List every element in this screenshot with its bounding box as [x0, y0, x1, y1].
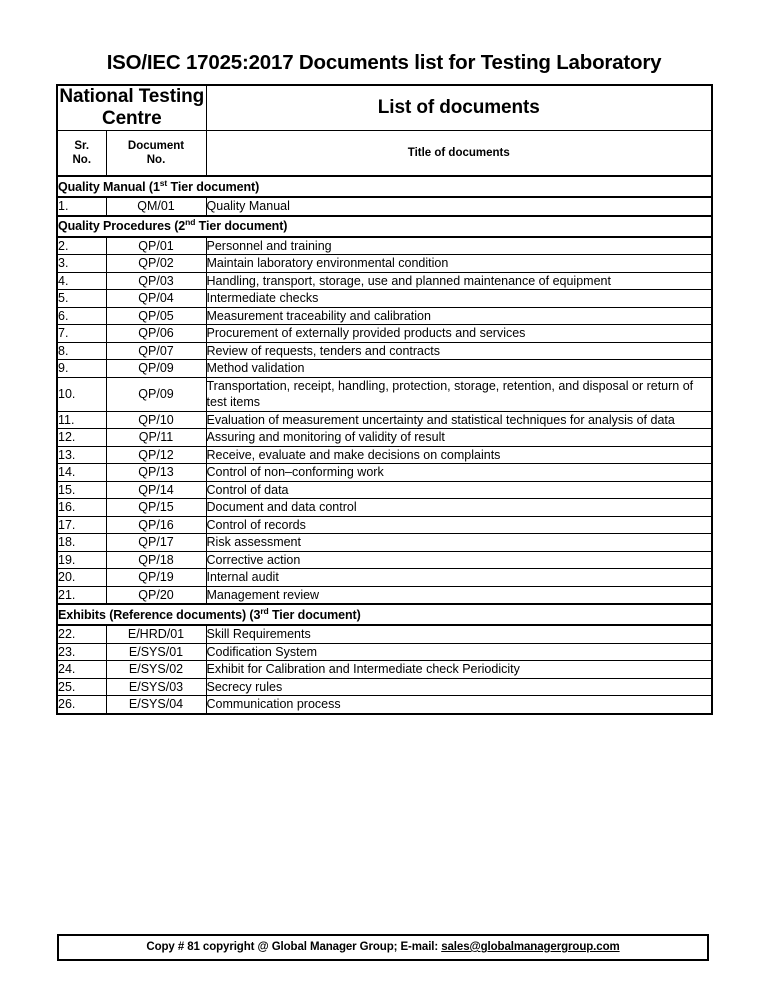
cell-sr-no: 1.: [57, 197, 106, 216]
section-header-ordinal-suffix: st: [159, 177, 168, 188]
table-body: [57, 85, 712, 714]
table-row: [57, 661, 712, 679]
cell-sr-no: 15.: [57, 481, 106, 499]
cell-document-no: QP/09: [106, 377, 206, 411]
cell-document-title: Management review: [206, 586, 712, 604]
section-header-prefix: Quality Procedures (2: [58, 219, 186, 233]
cell-document-title: Intermediate checks: [206, 290, 712, 308]
cell-document-title: Receive, evaluate and make decisions on complaints: [206, 446, 712, 464]
cell-document-title: Measurement traceability and calibration: [206, 307, 712, 325]
cell-sr-no: 20.: [57, 569, 106, 587]
table-row: [57, 625, 712, 643]
cell-sr-no: 4.: [57, 272, 106, 290]
cell-document-title: Personnel and training: [206, 237, 712, 255]
cell-sr-no: 12.: [57, 429, 106, 447]
table-row: [57, 255, 712, 273]
cell-document-no: E/SYS/02: [106, 661, 206, 679]
cell-sr-no: 3.: [57, 255, 106, 273]
cell-document-no: QP/16: [106, 516, 206, 534]
page-title: ISO/IEC 17025:2017 Documents list for Testing Laboratory: [106, 51, 662, 74]
column-header-document-no: [106, 131, 206, 177]
cell-document-title: Exhibit for Calibration and Intermediate check Periodicity: [206, 661, 712, 679]
cell-document-no: QP/15: [106, 499, 206, 517]
cell-document-no: QP/01: [106, 237, 206, 255]
cell-document-no: QP/20: [106, 586, 206, 604]
table-row: [57, 360, 712, 378]
footer-copyright-box: [57, 934, 709, 961]
table-row: [57, 429, 712, 447]
table-row: [57, 342, 712, 360]
cell-document-title: Maintain laboratory environmental condition: [206, 255, 712, 273]
cell-sr-no: 2.: [57, 237, 106, 255]
table-row: [57, 481, 712, 499]
table-row: [57, 325, 712, 343]
cell-document-title: Corrective action: [206, 551, 712, 569]
cell-document-no: E/SYS/03: [106, 678, 206, 696]
cell-document-no: QM/01: [106, 197, 206, 216]
column-header-sr-no: [57, 131, 106, 177]
table-row: [57, 586, 712, 604]
cell-sr-no: 8.: [57, 342, 106, 360]
cell-document-title: Assuring and monitoring of validity of result: [206, 429, 712, 447]
section-header-ordinal-suffix: rd: [260, 605, 269, 616]
footer-email-link[interactable]: sales@globalmanagergroup.com: [441, 941, 620, 953]
cell-document-title: Review of requests, tenders and contracts: [206, 342, 712, 360]
cell-document-title: Secrecy rules: [206, 678, 712, 696]
column-header-document-no-line2: No.: [146, 154, 166, 166]
cell-document-no: QP/11: [106, 429, 206, 447]
table-row: [57, 551, 712, 569]
document-type: List of documents: [206, 85, 712, 131]
section-header-label: [57, 176, 712, 197]
table-row: [57, 197, 712, 216]
cell-sr-no: 14.: [57, 464, 106, 482]
table-row: [57, 678, 712, 696]
table-row: [57, 516, 712, 534]
cell-sr-no: 13.: [57, 446, 106, 464]
cell-document-title: Codification System: [206, 643, 712, 661]
cell-document-no: QP/14: [106, 481, 206, 499]
cell-document-no: QP/10: [106, 411, 206, 429]
cell-sr-no: 5.: [57, 290, 106, 308]
cell-sr-no: 21.: [57, 586, 106, 604]
table-row: [57, 643, 712, 661]
column-header-document-no-line1: Document: [127, 139, 185, 152]
cell-document-no: QP/07: [106, 342, 206, 360]
banner-row: [57, 85, 712, 131]
cell-document-title: Communication process: [206, 696, 712, 714]
cell-document-title: Handling, transport, storage, use and planned maintenance of equipment: [206, 272, 712, 290]
section-header-suffix: Tier document): [268, 607, 361, 622]
cell-document-no: QP/17: [106, 534, 206, 552]
column-header-sr-no-line2: No.: [72, 154, 92, 166]
column-header-title: Title of documents: [206, 131, 712, 177]
section-header-suffix: Tier document): [195, 219, 288, 233]
cell-document-no: QP/04: [106, 290, 206, 308]
cell-document-no: QP/06: [106, 325, 206, 343]
cell-document-title: Skill Requirements: [206, 625, 712, 643]
cell-sr-no: 26.: [57, 696, 106, 714]
section-header-row: [57, 176, 712, 197]
cell-sr-no: 25.: [57, 678, 106, 696]
cell-sr-no: 24.: [57, 661, 106, 679]
cell-sr-no: 9.: [57, 360, 106, 378]
table-row: [57, 237, 712, 255]
section-header-label: [57, 604, 712, 625]
documents-list-table: [56, 84, 713, 715]
cell-document-title: Internal audit: [206, 569, 712, 587]
cell-sr-no: 22.: [57, 625, 106, 643]
table-row: [57, 377, 712, 411]
table-row: [57, 446, 712, 464]
cell-sr-no: 16.: [57, 499, 106, 517]
cell-document-title: Risk assessment: [206, 534, 712, 552]
table-row: [57, 534, 712, 552]
table-row: [57, 272, 712, 290]
cell-document-no: QP/12: [106, 446, 206, 464]
cell-sr-no: 19.: [57, 551, 106, 569]
cell-document-title: Method validation: [206, 360, 712, 378]
cell-sr-no: 23.: [57, 643, 106, 661]
cell-sr-no: 17.: [57, 516, 106, 534]
section-header-ordinal-suffix: nd: [185, 216, 196, 227]
footer-text: Copy # 81 copyright @ Global Manager Group; E-mail:: [146, 941, 442, 953]
cell-document-no: QP/18: [106, 551, 206, 569]
cell-sr-no: 10.: [57, 377, 106, 411]
cell-sr-no: 7.: [57, 325, 106, 343]
cell-document-title: Procurement of externally provided products and services: [206, 325, 712, 343]
table-row: [57, 307, 712, 325]
section-header-label: [57, 216, 712, 237]
cell-document-no: QP/02: [106, 255, 206, 273]
table-row: [57, 499, 712, 517]
cell-sr-no: 6.: [57, 307, 106, 325]
cell-document-title: Evaluation of measurement uncertainty and statistical techniques for analysis of data: [206, 411, 712, 429]
cell-sr-no: 18.: [57, 534, 106, 552]
table-row: [57, 696, 712, 714]
cell-document-title: Document and data control: [206, 499, 712, 517]
cell-document-no: E/SYS/04: [106, 696, 206, 714]
section-header-prefix: Quality Manual (1: [58, 179, 160, 194]
cell-document-no: E/HRD/01: [106, 625, 206, 643]
table-row: [57, 411, 712, 429]
section-header-prefix: Exhibits (Reference documents) (3: [58, 607, 261, 622]
cell-document-title: Control of data: [206, 481, 712, 499]
cell-document-title: Control of records: [206, 516, 712, 534]
cell-document-no: QP/19: [106, 569, 206, 587]
cell-document-title: Transportation, receipt, handling, protection, storage, retention, and disposal or return of test items: [206, 377, 712, 411]
section-header-suffix: Tier document): [167, 179, 260, 194]
cell-document-no: QP/09: [106, 360, 206, 378]
organization-name: National Testing Centre: [57, 85, 206, 131]
cell-document-no: E/SYS/01: [106, 643, 206, 661]
cell-document-title: Quality Manual: [206, 197, 712, 216]
cell-sr-no: 11.: [57, 411, 106, 429]
cell-document-no: QP/13: [106, 464, 206, 482]
cell-document-no: QP/03: [106, 272, 206, 290]
cell-document-title: Control of non–conforming work: [206, 464, 712, 482]
column-header-sr-no-line1: Sr.: [74, 139, 90, 152]
table-row: [57, 290, 712, 308]
table-row: [57, 569, 712, 587]
table-row: [57, 464, 712, 482]
column-header-row: [57, 131, 712, 177]
section-header-row: [57, 604, 712, 625]
section-header-row: [57, 216, 712, 237]
cell-document-no: QP/05: [106, 307, 206, 325]
